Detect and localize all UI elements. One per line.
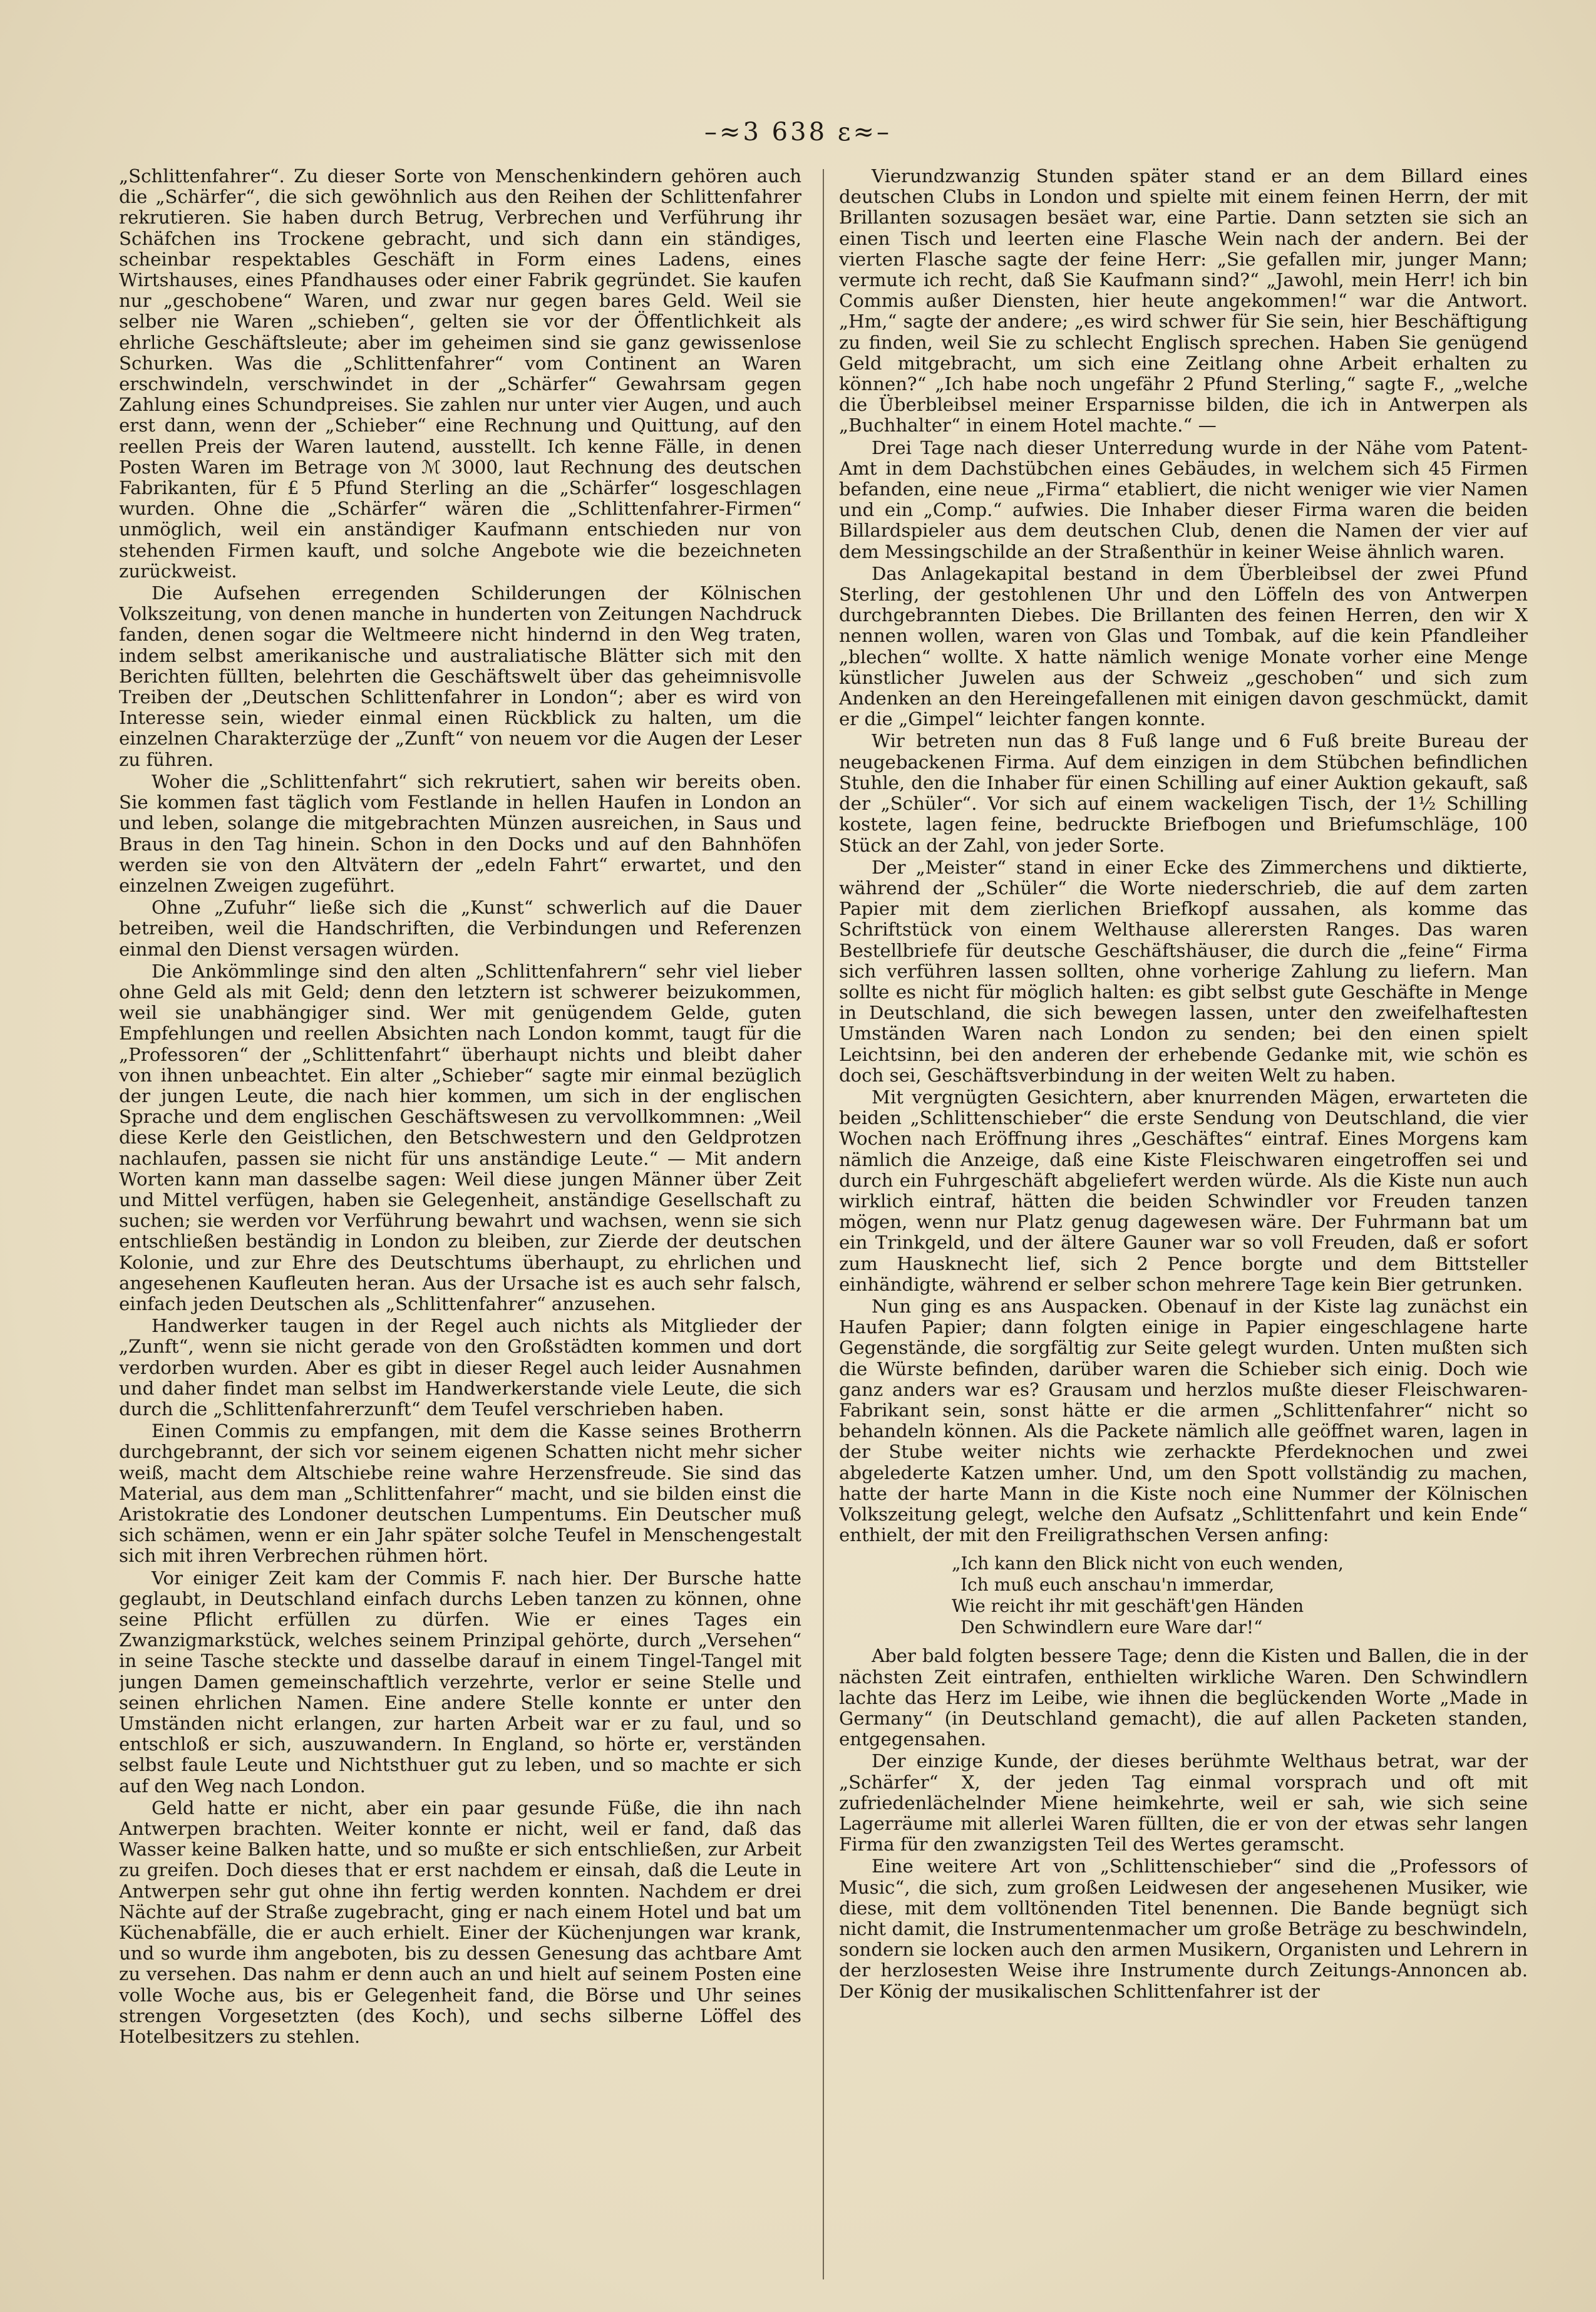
paragraph: Handwerker taugen in der Regel auch nichts als Mitglieder der „Zunft“, wenn sie nicht gerade von den Großstädten kommen und dort verdorben wurden. Aber es gibt in dieser Regel auch leider Ausnahmen und daher findet man selbst im Handwerkerstande viele Leute, die sich durch die „Schlittenfahrerzunft“ dem Teufel verschrieben haben.: [119, 1315, 801, 1420]
paragraph: Eine weitere Art von „Schlittenschieber“ sind die „Professors of Music“, die sich, zum großen Leidwesen der angesehenen Musiker, wie diese, mit dem volltönenden Titel benennen. Die Bande begnügt sich nicht damit, die Instrumentenmacher um große Beträge zu beschwindeln, sondern sie locken auch den armen Musikern, Organisten und Lehrern in der herzlosesten Weise ihre Instrumente durch Zeitungs-Annoncen ab. Der König der musikalischen Schlittenfahrer ist der: [839, 1855, 1528, 2002]
verse-line: Ich muß euch anschau'n immerdar,: [960, 1574, 1275, 1596]
poem-quote: [952, 1553, 1528, 1638]
page-number-header: [0, 118, 1596, 147]
column-divider: [823, 169, 824, 2279]
paragraph: Vor einiger Zeit kam der Commis F. nach hier. Der Bursche hatte geglaubt, in Deutschland einfach durchs Leben tanzen zu können, ohne seine Pflicht erfüllen zu dürfen. Wie er eines Tages ein Zwanzigmarkstück, welches seinem Prinzipal gehörte, durch „Versehen“ in seine Tasche steckte und dasselbe darauf in einem Tingel-Tangel mit jungen Damen gemeinschaftlich verzehrte, verlor er seine Stelle und seinen ehrlichen Namen. Eine andere Stelle konnte er unter den Umständen nicht erlangen, zur harten Arbeit war er zu faul, und so entschloß er sich, auszuwandern. In England, so hörte er, verständen selbst faule Leute und Nichtsthuer gut zu leben, und so machte er sich auf den Weg nach London.: [119, 1567, 801, 1797]
paragraph: Das Anlagekapital bestand in dem Überbleibsel der zwei Pfund Sterling, der gestohlenen Uhr und den Löffeln des von Antwerpen durchgebrannten Diebes. Die Brillanten des feinen Herren, den wir X nennen wollen, waren von Glas und Tombak, auf die kein Pfandleiher „blechen“ wollte. X hatte nämlich wenige Monate vorher eine Menge künstlicher Juwelen aus der Schweiz „geschoben“ und sich zum Andenken an den Hereingefallenen mit einigen davon geschmückt, damit er die „Gimpel“ leichter fangen konnte.: [839, 562, 1528, 730]
paragraph: Aber bald folgten bessere Tage; denn die Kisten und Ballen, die in der nächsten Zeit eintrafen, enthielten wirkliche Waren. Den Schwindlern lachte das Herz im Leibe, wie ihnen die beglückenden Worte „Made in Germany“ (in Deutschland gemacht), die auf allen Packeten standen, entgegensahen.: [839, 1645, 1528, 1750]
paragraph: Die Ankömmlinge sind den alten „Schlittenfahrern“ sehr viel lieber ohne Geld als mit Geld; denn den letztern ist schwerer beizukommen, weil sie unabhängiger sind. Wer mit genügendem Gelde, guten Empfehlungen und reellen Absichten nach London kommt, taugt für die „Professoren“ der „Schlittenfahrt“ überhaupt nichts und bleibt daher von ihnen unbeachtet. Ein alter „Schieber“ sagte mir einmal bezüglich der jungen Leute, die nach hier kommen, um sich in der englischen Sprache und dem englischen Geschäftswesen zu vervollkommnen: „Weil diese Kerle den Geistlichen, den Betschwestern und den Geldprotzen nachlaufen, passen sie nicht für uns anständige Leute.“ — Mit andern Worten kann man dasselbe sagen: Weil diese jungen Männer über Zeit und Mittel verfügen, haben sie Gelegenheit, anständige Gesellschaft zu suchen; sie werden vor Verführung bewahrt und wachsen, wenn sie sich entschließen beständig in London zu bleiben, zur Zierde der deutschen Kolonie, und zur Ehre des Deutschtums überhaupt, zu ehrlichen und angesehenen Kaufleuten heran. Aus der Ursache ist es auch sehr falsch, einfach jeden Deutschen als „Schlittenfahrer“ anzusehen.: [119, 960, 801, 1314]
paragraph: Woher die „Schlittenfahrt“ sich rekrutiert, sahen wir bereits oben. Sie kommen fast täglich vom Festlande in hellen Haufen in London an und leben, solange die mitgebrachten Münzen ausreichen, in Saus und Braus in den Tag hinein. Schon in den Docks und auf den Bahnhöfen werden sie von den Altvätern der „edeln Fahrt“ erwartet, und den einzelnen Zweigen zugeführt.: [119, 770, 801, 896]
page-number: 638: [771, 118, 828, 147]
paragraph: Einen Commis zu empfangen, mit dem die Kasse seines Brotherrn durchgebrannt, der sich vor seinem eigenen Schatten nicht mehr sicher weiß, macht dem Altschiebe reine wahre Herzensfreude. Sie sind das Material, aus dem man „Schlittenfahrer“ macht, und sie bilden einst die Aristokratie des Londoner deutschen Lumpentums. Ein Deutscher muß sich schämen, wenn er ein Jahr später solche Teufel in Menschengestalt sich mit ihren Verbrechen rühmen hört.: [119, 1420, 801, 1567]
verse-line: Wie reicht ihr mit geschäft'gen Händen: [952, 1596, 1304, 1617]
paragraph: Drei Tage nach dieser Unterredung wurde in der Nähe vom Patent-Amt in dem Dachstübchen eines Gebäudes, in welchem sich 45 Firmen befanden, eine neue „Firma“ etabliert, die nicht weniger wie vier Namen und ein „Comp.“ aufwies. Die Inhaber dieser Firma waren die beiden Billardspieler aus dem deutschen Club, denen die Namen der vier auf dem Messingschilde an der Straßenthür in keiner Weise ähnlich waren.: [839, 436, 1528, 562]
paragraph: Der „Meister“ stand in einer Ecke des Zimmerchens und diktierte, während der „Schüler“ die Worte niederschrieb, die auf dem zarten Papier mit dem zierlichen Briefkopf aussahen, als komme das Schriftstück von einem Welthause allerersten Ranges. Das waren Bestellbriefe für deutsche Geschäftshäuser, die durch die „feine“ Firma sich verführen lassen sollten, ohne vorherige Zahlung zu liefern. Man sollte es nicht für möglich halten: es gibt selbst gute Geschäfte in Menge in Deutschland, die sich bewegen lassen, unter den zweifelhaftesten Umständen Waren nach London zu senden; bei den einen spielt Leichtsinn, bei den anderen der erhebende Gedanke mit, wie schön es doch sei, Geschäftsverbindung in der weiten Welt zu haben.: [839, 856, 1528, 1086]
left-column: [119, 166, 801, 2283]
paragraph: Nun ging es ans Auspacken. Obenauf in der Kiste lag zunächst ein Haufen Papier; dann folgten einige in Papier eingeschlagene harte Gegenstände, die sorgfältig zur Seite gelegt wurden. Unten mußten sich die Würste befinden, darüber waren die Schieber sich einig. Doch wie ganz anders war es? Grausam und herzlos mußte dieser Fleischwaren-Fabrikant sein, sonst hätte er die armen „Schlittenfahrer“ nicht so behandeln können. Als die Packete nämlich alle geöffnet waren, lagen in der Stube weiter nichts wie zerhackte Pferdeknochen und zwei abgelederte Katzen umher. Und, um den Spott vollständig zu machen, hatte der harte Mann in die Kiste noch eine Nummer der Kölnischen Volkszeitung gelegt, welche den Aufsatz „Schlittenfahrt und kein Ende“ enthielt, der mit den Freiligrathschen Versen anfing:: [839, 1295, 1528, 1546]
paragraph: Mit vergnügten Gesichtern, aber knurrenden Mägen, erwarteten die beiden „Schlittenschieber“ die erste Sendung von Deutschland, die vier Wochen nach Eröffnung ihres „Geschäftes“ eintraf. Eines Morgens kam nämlich die Anzeige, daß eine Kiste Fleischwaren eingetroffen sei und durch ein Fuhrgeschäft abgeliefert werden würde. Als die Kiste nun auch wirklich eintraf, hätten die beiden Schwindler vor Freuden tanzen mögen, wenn nur Platz genug dagewesen wäre. Der Fuhrmann bat um ein Trinkgeld, und der ältere Gauner war so voll Freuden, daß er sofort zum Hausknecht lief, sich 2 Pence borgte und dem Bittsteller einhändigte, während er selber schon mehrere Tage kein Bier getrunken.: [839, 1086, 1528, 1295]
verse-line: „Ich kann den Blick nicht von euch wenden,: [952, 1553, 1344, 1574]
paragraph: Vierundzwanzig Stunden später stand er an dem Billard eines deutschen Clubs in London und spielte mit einem feinen Herrn, der mit Brillanten sozusagen besäet war, eine Partie. Dann setzten sie sich an einen Tisch und leerten eine Flasche Wein nach der andern. Bei der vierten Flasche sagte der feine Herr: „Sie gefallen mir, junger Mann; vermute ich recht, daß Sie Kaufmann sind?“ „Jawohl, mein Herr! ich bin Commis außer Diensten, hier heute angekommen!“ war die Antwort. „Hm,“ sagte der andere; „es wird schwer für Sie sein, hier Beschäftigung zu finden, weil Sie zu schlecht Englisch sprechen. Haben Sie genügend Geld mitgebracht, um sich eine Zeitlang ohne Arbeit erhalten zu können?“ „Ich habe noch ungefähr 2 Pfund Sterling,“ sagte F., „welche die Überbleibsel meiner Ersparnisse bilden, die ich in Antwerpen als „Buchhalter“ in einem Hotel machte.“ —: [839, 166, 1528, 436]
paragraph: „Schlittenfahrer“. Zu dieser Sorte von Menschenkindern gehören auch die „Schärfer“, die sich gewöhnlich aus den Reihen der Schlittenfahrer rekrutieren. Sie haben durch Betrug, Verbrechen und Verführung ihr Schäfchen ins Trockene gebracht, und sich dann ein ständiges, scheinbar respektables Geschäft in Form eines Ladens, eines Wirtshauses, eines Pfandhauses oder einer Fabrik gegründet. Sie kaufen nur „geschobene“ Waren, und zwar nur gegen bares Geld. Weil sie selber nie Waren „schieben“, gelten sie vor der Öffentlichkeit als ehrliche Geschäftsleute; aber im geheimen sind sie ganz gewissenlose Schurken. Was die „Schlittenfahrer“ vom Continent an Waren erschwindeln, verschwindet in der „Schärfer“ Gewahrsam gegen Zahlung eines Schundpreises. Sie zahlen nur unter vier Augen, und auch erst dann, wenn der „Schieber“ eine Rechnung und Quittung, auf den reellen Preis der Waren lautend, ausstellt. Ich kenne Fälle, in denen Posten Waren im Betrage von ℳ 3000, laut Rechnung des deutschen Fabrikanten, für £ 5 Pfund Sterling an die „Schärfer“ losgeschlagen wurden. Ohne die „Schärfer“ wären die „Schlittenfahrer-Firmen“ unmöglich, weil ein anständiger Kaufmann entschieden nur von stehenden Firmen kauft, und solche Angebote wie die bezeichneten zurückweist.: [119, 166, 801, 582]
paragraph: Geld hatte er nicht, aber ein paar gesunde Füße, die ihn nach Antwerpen brachten. Weiter konnte er nicht, weil er fand, daß das Wasser keine Balken hatte, und so mußte er sich entschließen, zur Arbeit zu greifen. Doch dieses that er erst nachdem er einsah, daß die Leute in Antwerpen sehr gut ohne ihn fertig werden konnten. Nachdem er drei Nächte auf der Straße zugebracht, ging er nach einem Hotel und bat um Küchenabfälle, die er auch erhielt. Einer der Küchenjungen war krank, und so wurde ihm angeboten, bis zu dessen Genesung das achtbare Amt zu versehen. Das nahm er denn auch an und hielt auf seinem Posten eine volle Woche aus, bis er Gelegenheit fand, die Börse und Uhr seines strengen Vorgesetzten (des Koch), und sechs silberne Löffel des Hotelbesitzers zu stehlen.: [119, 1797, 801, 2048]
paragraph: Der einzige Kunde, der dieses berühmte Welthaus betrat, war der „Schärfer“ X, der jeden Tag einmal vorsprach und oft mit zufriedenlächelnder Miene heimkehrte, weil er sah, wie sich seine Lagerräume mit allerlei Waren füllten, die er von der etwas sehr langen Firma für den zwanzigsten Teil des Wertes geramscht.: [839, 1750, 1528, 1855]
paragraph: Ohne „Zufuhr“ ließe sich die „Kunst“ schwerlich auf die Dauer betreiben, weil die Handschriften, die Verbindungen und Referenzen einmal den Dienst versagen würden.: [119, 897, 801, 960]
paragraph: Wir betreten nun das 8 Fuß lange und 6 Fuß breite Bureau der neugebackenen Firma. Auf dem einzigen in dem Stübchen befindlichen Stuhle, den die Inhaber für einen Schilling auf einer Auktion gekauft, saß der „Schüler“. Vor sich auf einem wackeligen Tisch, der 1½ Schilling kostete, lagen feine, bedruckte Briefbogen und Briefumschläge, 100 Stück an der Zahl, von jeder Sorte.: [839, 730, 1528, 856]
ornament-left: –≈3: [704, 118, 761, 147]
verse-line: Den Schwindlern eure Ware dar!“: [960, 1617, 1263, 1638]
ornament-right: ε≈–: [837, 118, 892, 147]
paragraph: Die Aufsehen erregenden Schilderungen der Kölnischen Volkszeitung, von denen manche in hunderten von Zeitungen Nachdruck fanden, denen sogar die Weltmeere nicht hindernd in den Weg traten, indem selbst amerikanische und australiatische Blätter sich mit den Berichten füllten, belehrten die Geschäftswelt über das geheimnisvolle Treiben der „Deutschen Schlittenfahrer in London“; aber es wird von Interesse sein, wieder einmal einen Rückblick zu halten, um die einzelnen Charakterzüge der „Zunft“ von neuem vor die Augen der Leser zu führen.: [119, 582, 801, 770]
right-column: [839, 166, 1528, 2283]
